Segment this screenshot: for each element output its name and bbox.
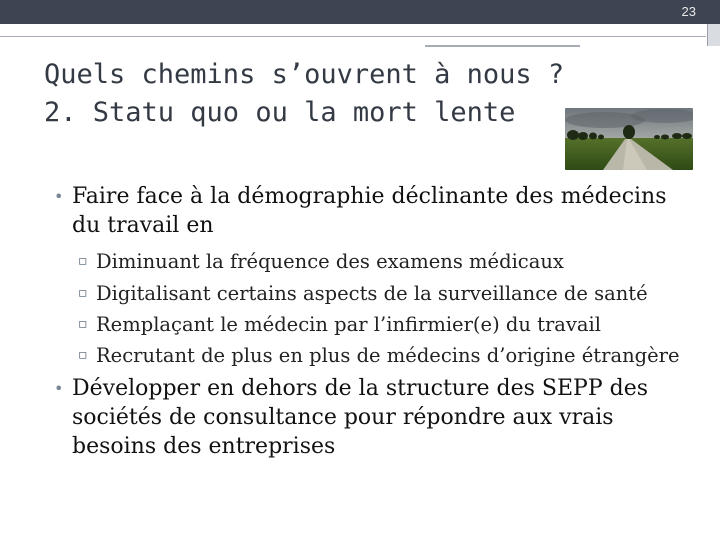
bullet-item <box>48 374 698 461</box>
bullet-text: Développer en dehors de la structure des SEPP des sociétés de consultance pour répondre aux vrais besoins des entreprises <box>72 375 649 459</box>
slide-body <box>48 182 698 461</box>
sub-bullet-list <box>48 246 698 370</box>
square-bullet-icon: ▫ <box>78 316 88 332</box>
square-bullet-icon: ▫ <box>78 284 88 301</box>
sub-bullet-text: Digitalisant certains aspects de la surveillance de santé <box>96 281 648 305</box>
sub-bullet-text: Remplaçant le médecin par l’infirmier(e) du travail <box>96 313 602 336</box>
sub-bullet-item <box>48 278 698 310</box>
slide-number: 23 <box>681 4 696 19</box>
bullet-icon: • <box>54 187 64 206</box>
title-line-2: 2. Statu quo ou la mort lente <box>44 97 516 128</box>
title-line-1: Quels chemins s’ouvrent à nous ? <box>44 59 565 90</box>
bullet-text: Faire face à la démographie déclinante des médecins du travail en <box>72 184 667 238</box>
sub-bullet-item <box>48 309 698 341</box>
square-bullet-icon: ▫ <box>78 253 88 269</box>
header-rule <box>0 36 706 37</box>
sub-bullet-item <box>48 341 698 370</box>
sub-bullet-item <box>48 246 698 278</box>
sub-bullet-text: Recrutant de plus en plus de médecins d’origine étrangère <box>96 343 680 367</box>
slide-title <box>44 56 564 132</box>
square-bullet-icon: ▫ <box>78 346 88 363</box>
road-landscape-image <box>565 108 693 170</box>
bullet-icon: • <box>54 378 64 398</box>
corner-decoration <box>707 24 720 46</box>
top-bar <box>0 0 720 24</box>
bullet-item <box>48 182 698 240</box>
header-rule-accent <box>425 45 580 47</box>
sub-bullet-text: Diminuant la fréquence des examens médicaux <box>96 250 564 273</box>
